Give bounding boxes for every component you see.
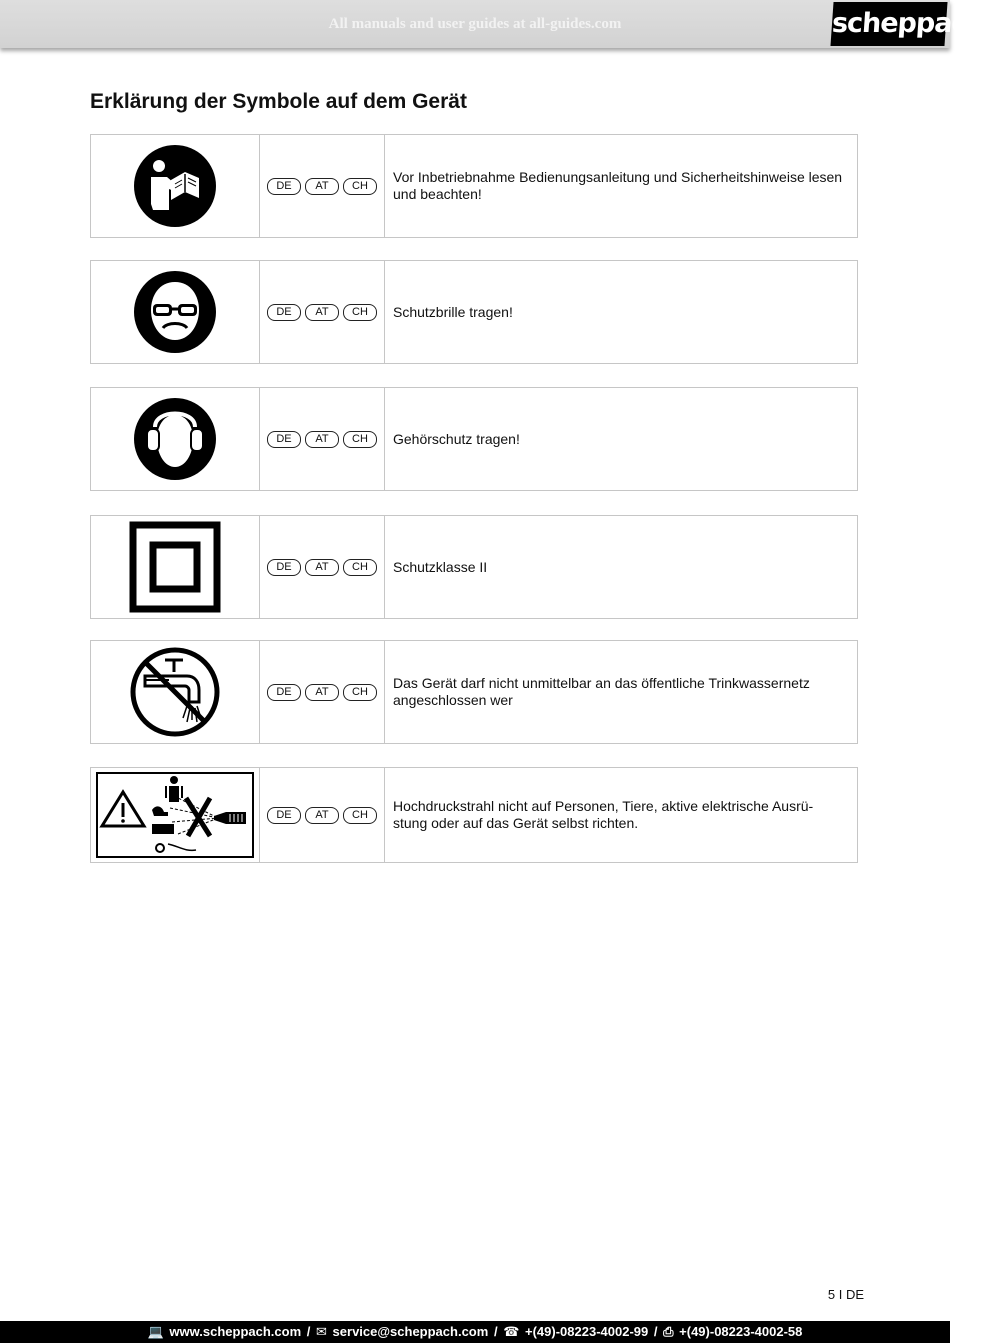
computer-icon: 💻 [147, 1324, 164, 1339]
symbol-row [90, 767, 858, 863]
lang-badge-ch: CH [343, 807, 377, 824]
symbol-description: Gehörschutz tragen! [393, 430, 520, 447]
language-codes [260, 261, 385, 363]
symbol-description: Das Gerät darf nicht unmittelbar an das öffentliche Trinkwassernetz angeschlossen wer [393, 675, 810, 708]
symbol-description: Schutzklasse II [393, 558, 488, 575]
language-codes [260, 768, 385, 862]
symbol-icon-cell [91, 641, 260, 743]
symbol-row [90, 260, 858, 364]
lang-badge-ch: CH [343, 304, 377, 321]
lang-badge-ch: CH [343, 431, 377, 448]
footer-fax: +(49)-08223-4002-58 [679, 1324, 803, 1339]
symbol-icon-cell [91, 388, 260, 490]
lang-badge-ch: CH [343, 684, 377, 701]
symbol-icon-cell [91, 135, 260, 237]
fax-icon: ⎙ [663, 1324, 674, 1339]
symbol-description: Hochdruckstrahl nicht auf Personen, Tiere, aktive elektrische Ausrü-stung oder auf das Gerät selbst richten. [393, 798, 814, 831]
lang-badge-de: DE [267, 559, 301, 576]
lang-badge-at: AT [305, 559, 339, 576]
footer-phone: +(49)-08223-4002-99 [525, 1324, 649, 1339]
symbol-row [90, 640, 858, 744]
mail-icon: ✉ [316, 1324, 327, 1339]
lang-badge-de: DE [267, 178, 301, 195]
lang-badge-at: AT [305, 684, 339, 701]
symbol-row [90, 515, 858, 619]
scheppach-logo: scheppach [830, 2, 947, 46]
high-pressure-jet-warning-icon [96, 772, 254, 858]
symbol-icon-cell [91, 516, 260, 618]
top-bar [0, 0, 986, 48]
language-codes [260, 135, 385, 237]
lang-badge-ch: CH [343, 178, 377, 195]
phone-icon: ☎ [503, 1324, 520, 1339]
lang-badge-de: DE [267, 807, 301, 824]
lang-badge-at: AT [305, 807, 339, 824]
lang-badge-ch: CH [343, 559, 377, 576]
read-manual-icon [133, 144, 217, 228]
lang-badge-de: DE [267, 684, 301, 701]
symbol-description: Vor Inbetriebnahme Bedienungsanleitung und Sicherheitshinweise lesen und beachten! [393, 169, 843, 202]
symbol-icon-cell [91, 261, 260, 363]
lang-badge-at: AT [305, 304, 339, 321]
symbol-row [90, 387, 858, 491]
ear-protection-icon [133, 397, 217, 481]
symbol-icon-cell [91, 768, 260, 862]
language-codes [260, 388, 385, 490]
safety-goggles-icon [133, 270, 217, 354]
language-codes [260, 641, 385, 743]
watermark: All manuals and user guides at all-guides.com [328, 16, 622, 32]
page-title: Erklärung der Symbole auf dem Gerät [90, 90, 467, 113]
lang-badge-at: AT [305, 178, 339, 195]
lang-badge-de: DE [267, 304, 301, 321]
no-drinking-water-connection-icon [129, 646, 221, 738]
protection-class-ii-icon [129, 521, 221, 613]
footer-contact-bar: 💻 www.scheppach.com / ✉ service@scheppach.com / ☎ +(49)-08223-4002-99 / ⎙ +(49)-08223-4002-58 [0, 1321, 950, 1343]
page-number: 5 I DE [827, 1287, 864, 1302]
lang-badge-at: AT [305, 431, 339, 448]
language-codes [260, 516, 385, 618]
lang-badge-de: DE [267, 431, 301, 448]
symbol-description: Schutzbrille tragen! [393, 303, 513, 320]
footer-email[interactable]: service@scheppach.com [332, 1324, 489, 1339]
footer-website[interactable]: www.scheppach.com [169, 1324, 302, 1339]
symbol-row [90, 134, 858, 238]
